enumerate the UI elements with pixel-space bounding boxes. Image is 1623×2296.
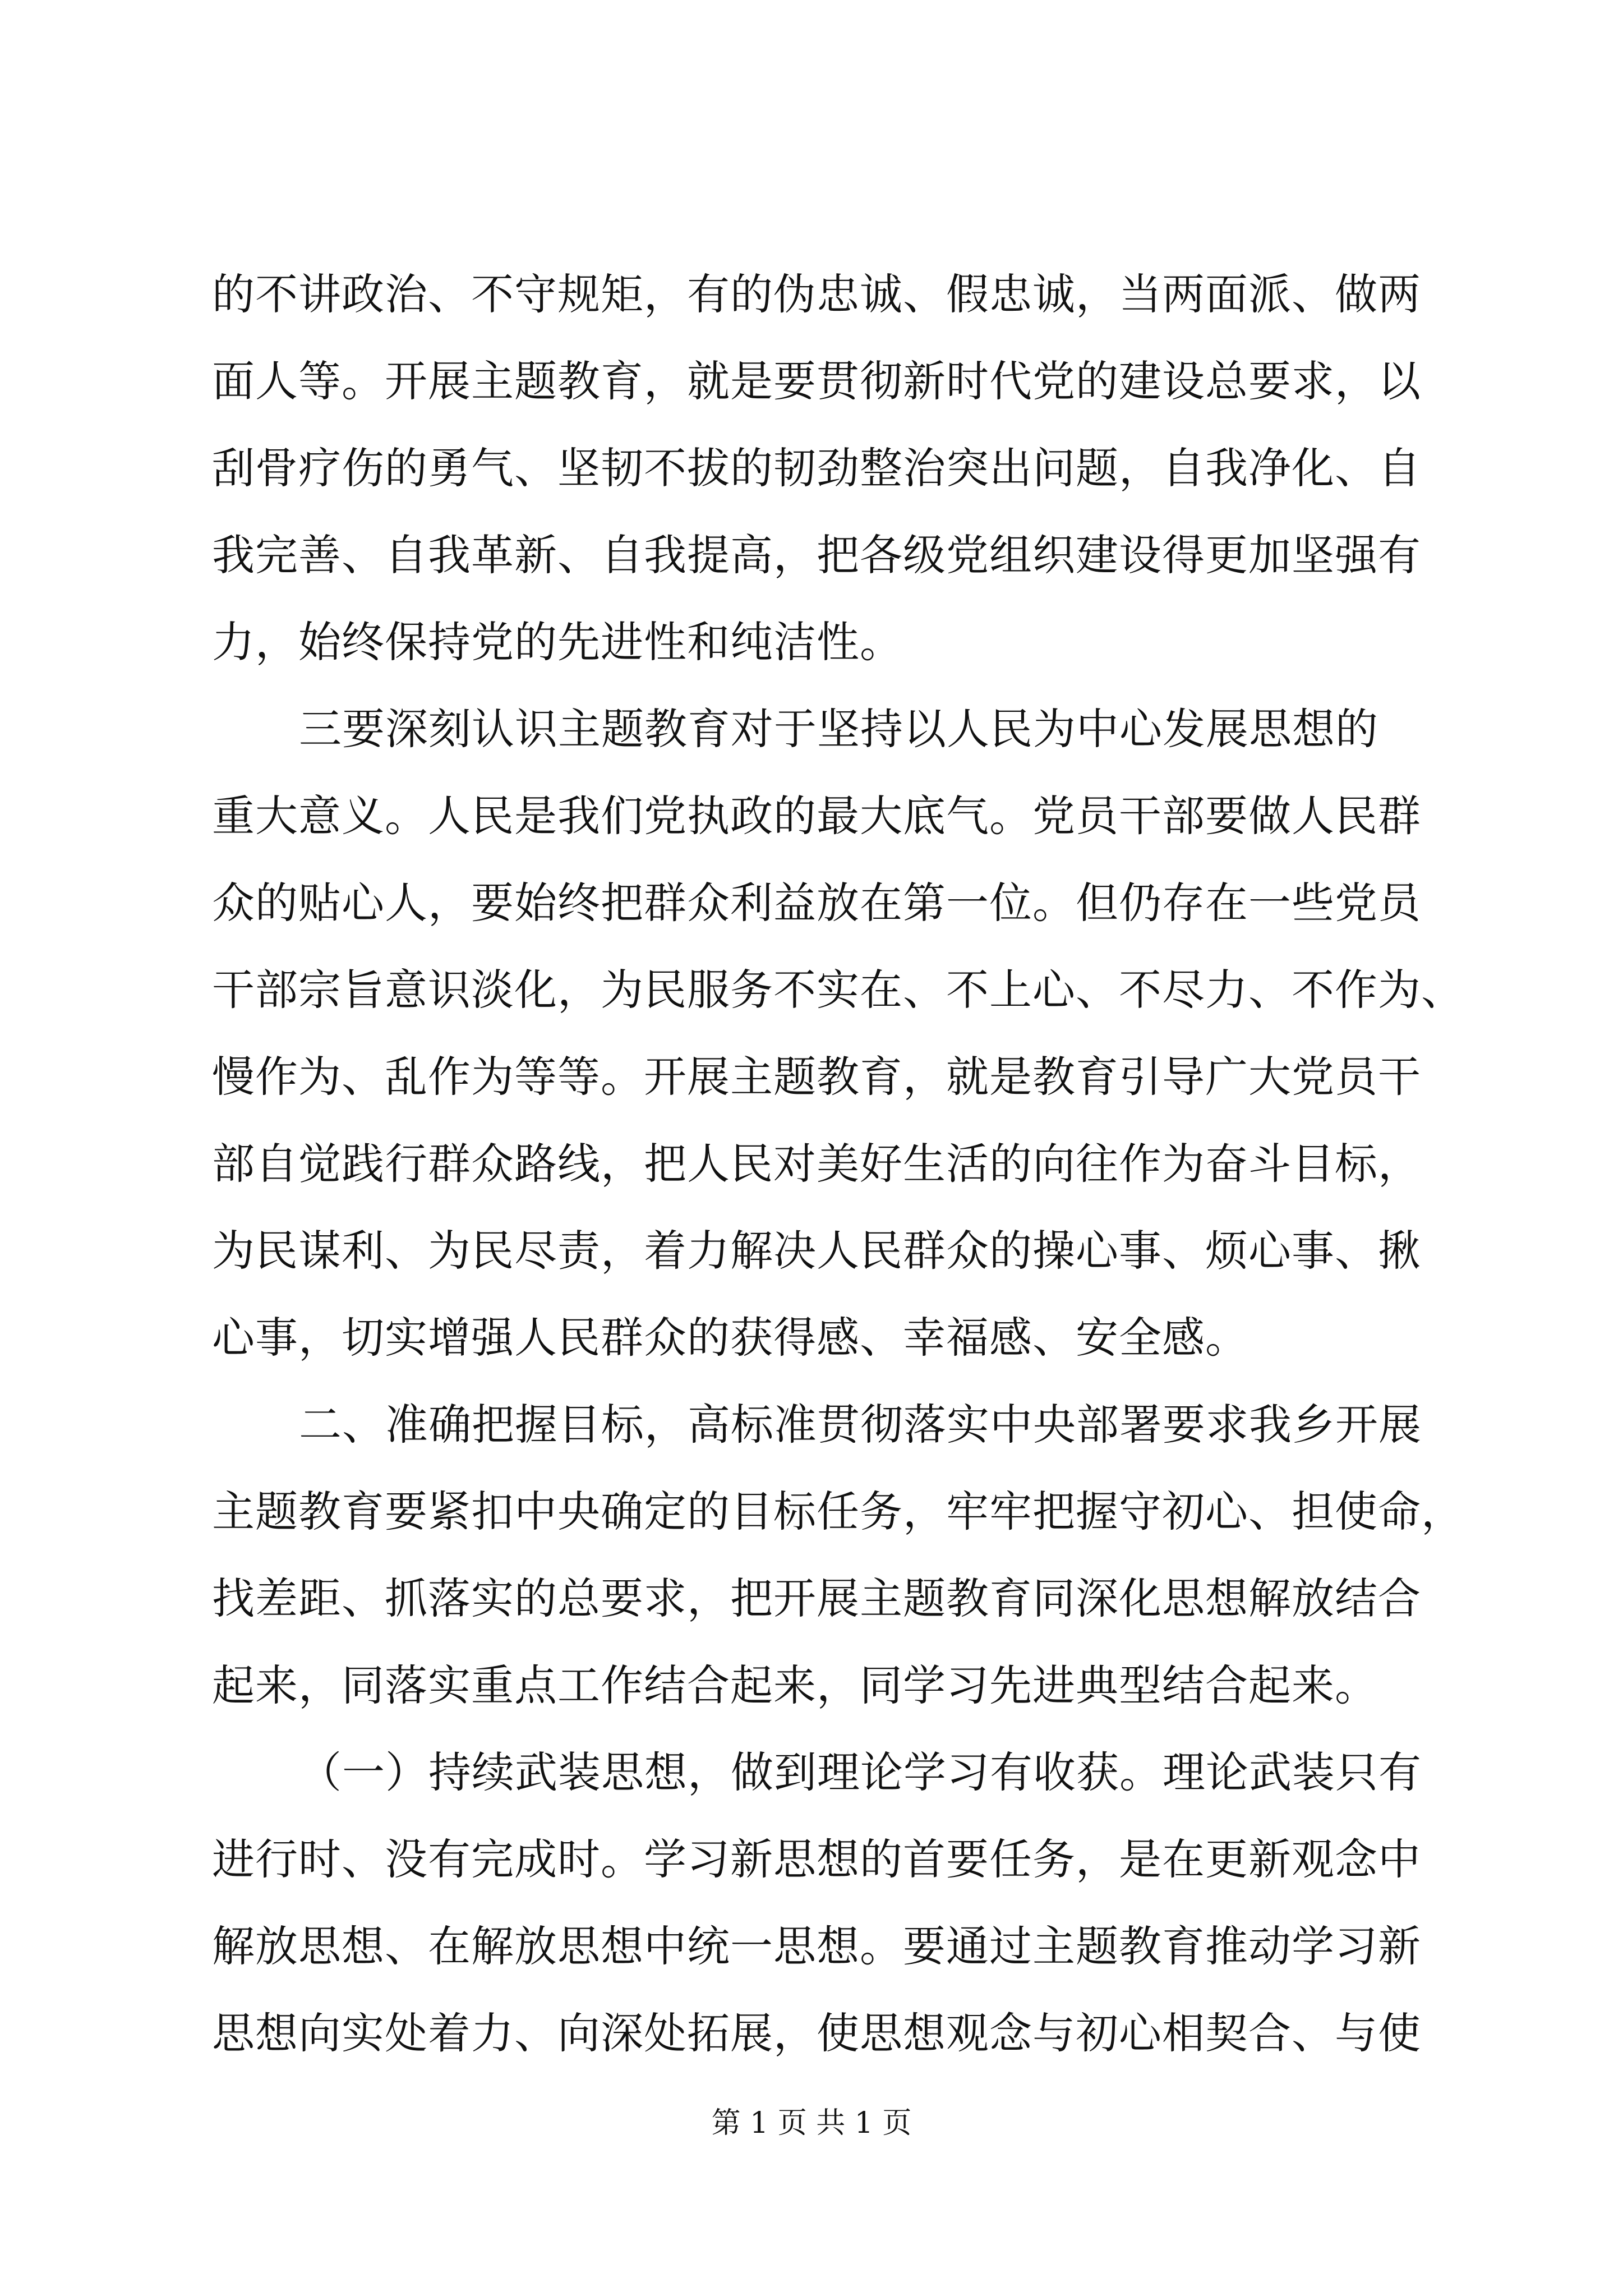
text-line: 力，始终保持党的先进性和纯洁性。	[212, 617, 903, 667]
text-line: 进行时、没有完成时。学习新思想的首要任务，是在更新观念中	[212, 1834, 1421, 1884]
section-heading-line: 二、准确把握目标，高标准贯彻落实中央部署要求我乡开展	[299, 1400, 1422, 1450]
text-line: 思想向实处着力、向深处拓展，使思想观念与初心相契合、与使	[212, 2008, 1421, 2058]
text-line: 面人等。开展主题教育，就是要贯彻新时代党的建设总要求，以	[212, 356, 1421, 406]
text-line: 我完善、自我革新、自我提高，把各级党组织建设得更加坚强有	[212, 530, 1421, 580]
paragraph-first-line: 三要深刻认识主题教育对于坚持以人民为中心发展思想的	[299, 704, 1378, 754]
text-line: 找差距、抓落实的总要求，把开展主题教育同深化思想解放结合	[212, 1573, 1421, 1623]
text-line: 刮骨疗伤的勇气、坚韧不拔的韧劲整治突出问题，自我净化、自	[212, 443, 1421, 493]
text-line: 起来，同落实重点工作结合起来，同学习先进典型结合起来。	[212, 1660, 1378, 1710]
text-line: 主题教育要紧扣中央确定的目标任务，牢牢把握守初心、担使命，	[212, 1487, 1464, 1536]
page-number-footer: 第 1 页 共 1 页	[711, 2106, 912, 2140]
text-line: 心事，切实增强人民群众的获得感、幸福感、安全感。	[212, 1313, 1248, 1363]
subsection-heading-line: （一）持续武装思想，做到理论学习有收获。理论武装只有	[299, 1747, 1422, 1797]
text-line: 众的贴心人，要始终把群众利益放在第一位。但仍存在一些党员	[212, 878, 1421, 928]
text-line: 重大意义。人民是我们党执政的最大底气。党员干部要做人民群	[212, 791, 1421, 841]
text-line: 干部宗旨意识淡化，为民服务不实在、不上心、不尽力、不作为、	[212, 965, 1464, 1015]
text-line: 慢作为、乱作为等等。开展主题教育，就是教育引导广大党员干	[212, 1052, 1421, 1102]
text-line: 部自觉践行群众路线，把人民对美好生活的向往作为奋斗目标，	[212, 1139, 1421, 1189]
text-line: 解放思想、在解放思想中统一思想。要通过主题教育推动学习新	[212, 1921, 1421, 1971]
text-line: 的不讲政治、不守规矩，有的伪忠诚、假忠诚，当两面派、做两	[212, 269, 1421, 319]
text-line: 为民谋利、为民尽责，着力解决人民群众的操心事、烦心事、揪	[212, 1226, 1421, 1276]
